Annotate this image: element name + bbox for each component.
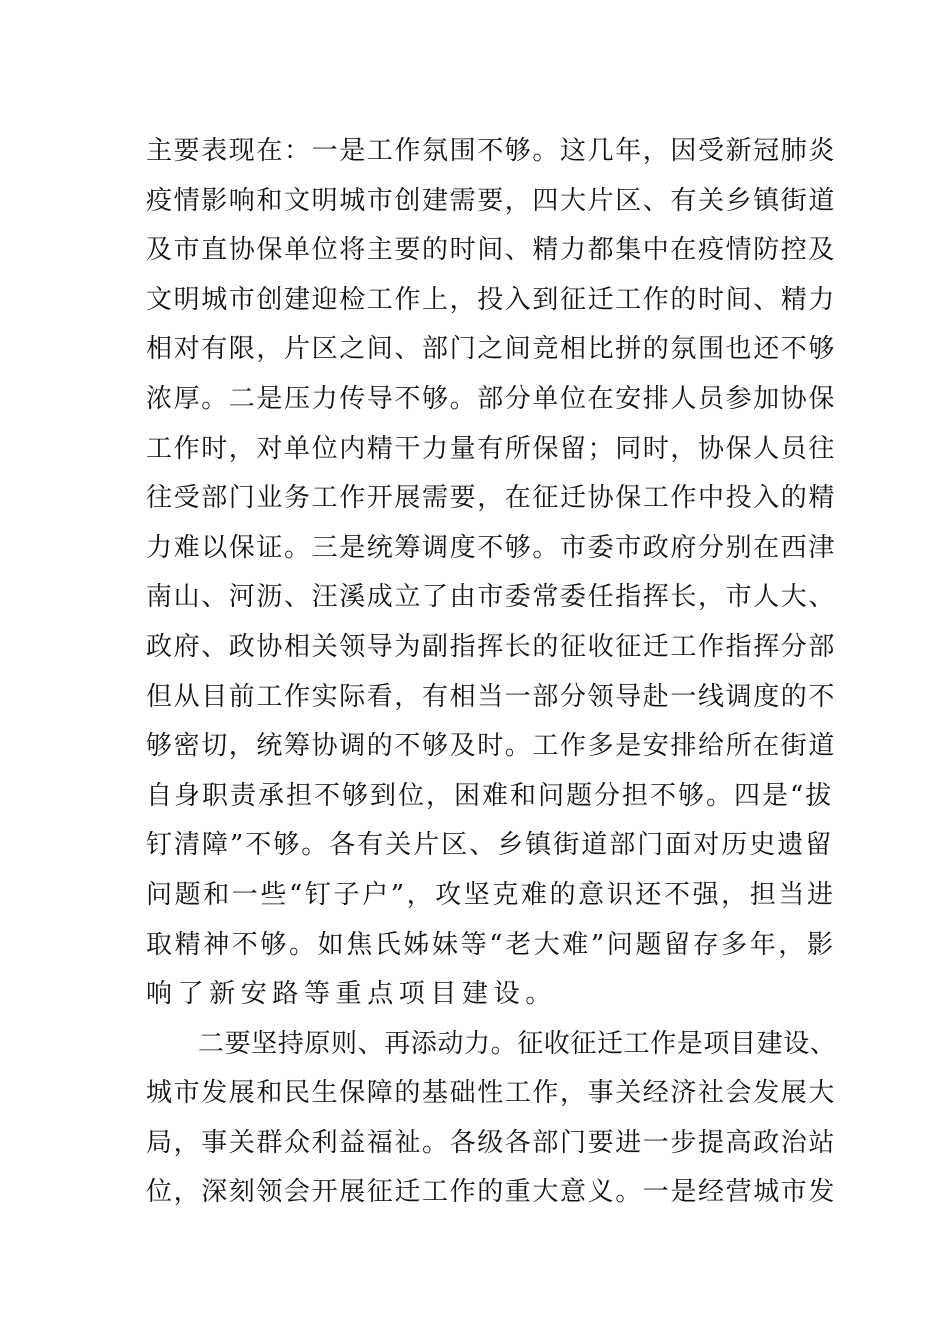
text-line: 工作时，对单位内精干力量有所保留；同时，协保人员往 xyxy=(146,433,837,464)
text-line: 城市发展和民生保障的基础性工作，事关经济社会发展大 xyxy=(146,1078,837,1109)
text-line: 钉清障”不够。各有关片区、乡镇街道部门面对历史遗留 xyxy=(146,830,834,861)
text-line: 位，深刻领会开展征迁工作的重大意义。一是经营城市发 xyxy=(146,1177,837,1208)
text-line: 力难以保证。三是统筹调度不够。市委市政府分别在西津 xyxy=(146,532,837,563)
text-line: 主要表现在：一是工作氛围不够。这几年，因受新冠肺炎 xyxy=(146,136,837,166)
text-line: 响了新安路等重点项目建设。 xyxy=(146,979,557,1010)
text-line: 局，事关群众利益福祉。各级各部门要进一步提高政治站 xyxy=(146,1127,837,1158)
body-text xyxy=(146,127,836,1218)
text-line: 浓厚。二是压力传导不够。部分单位在安排人员参加协保 xyxy=(146,383,837,414)
text-line: 取精神不够。如焦氏姊妹等“老大难”问题留存多年，影 xyxy=(146,929,836,960)
text-line: 但从目前工作实际看，有相当一部分领导赴一线调度的不 xyxy=(146,681,837,712)
text-line: 政府、政协相关领导为副指挥长的征收征迁工作指挥分部 xyxy=(146,631,837,662)
paragraph-first-line: 二要坚持原则、再添动力。征收征迁工作是项目建设、 xyxy=(198,1028,837,1059)
text-line: 自身职责承担不够到位，困难和问题分担不够。四是“拔 xyxy=(146,780,834,811)
text-line: 文明城市创建迎检工作上，投入到征迁工作的时间、精力 xyxy=(146,284,837,315)
text-line: 相对有限，片区之间、部门之间竞相比拼的氛围也还不够 xyxy=(146,334,837,365)
text-line: 及市直协保单位将主要的时间、精力都集中在疫情防控及 xyxy=(146,235,837,266)
text-line: 够密切，统筹协调的不够及时。工作多是安排给所在街道 xyxy=(146,731,837,762)
text-line: 往受部门业务工作开展需要，在征迁协保工作中投入的精 xyxy=(146,483,837,514)
text-line: 南山、河沥、汪溪成立了由市委常委任指挥长，市人大、 xyxy=(146,582,837,613)
text-line: 问题和一些“钉子户”，攻坚克难的意识还不强，担当进 xyxy=(146,879,836,910)
text-line: 疫情影响和文明城市创建需要，四大片区、有关乡镇街道 xyxy=(146,185,837,216)
